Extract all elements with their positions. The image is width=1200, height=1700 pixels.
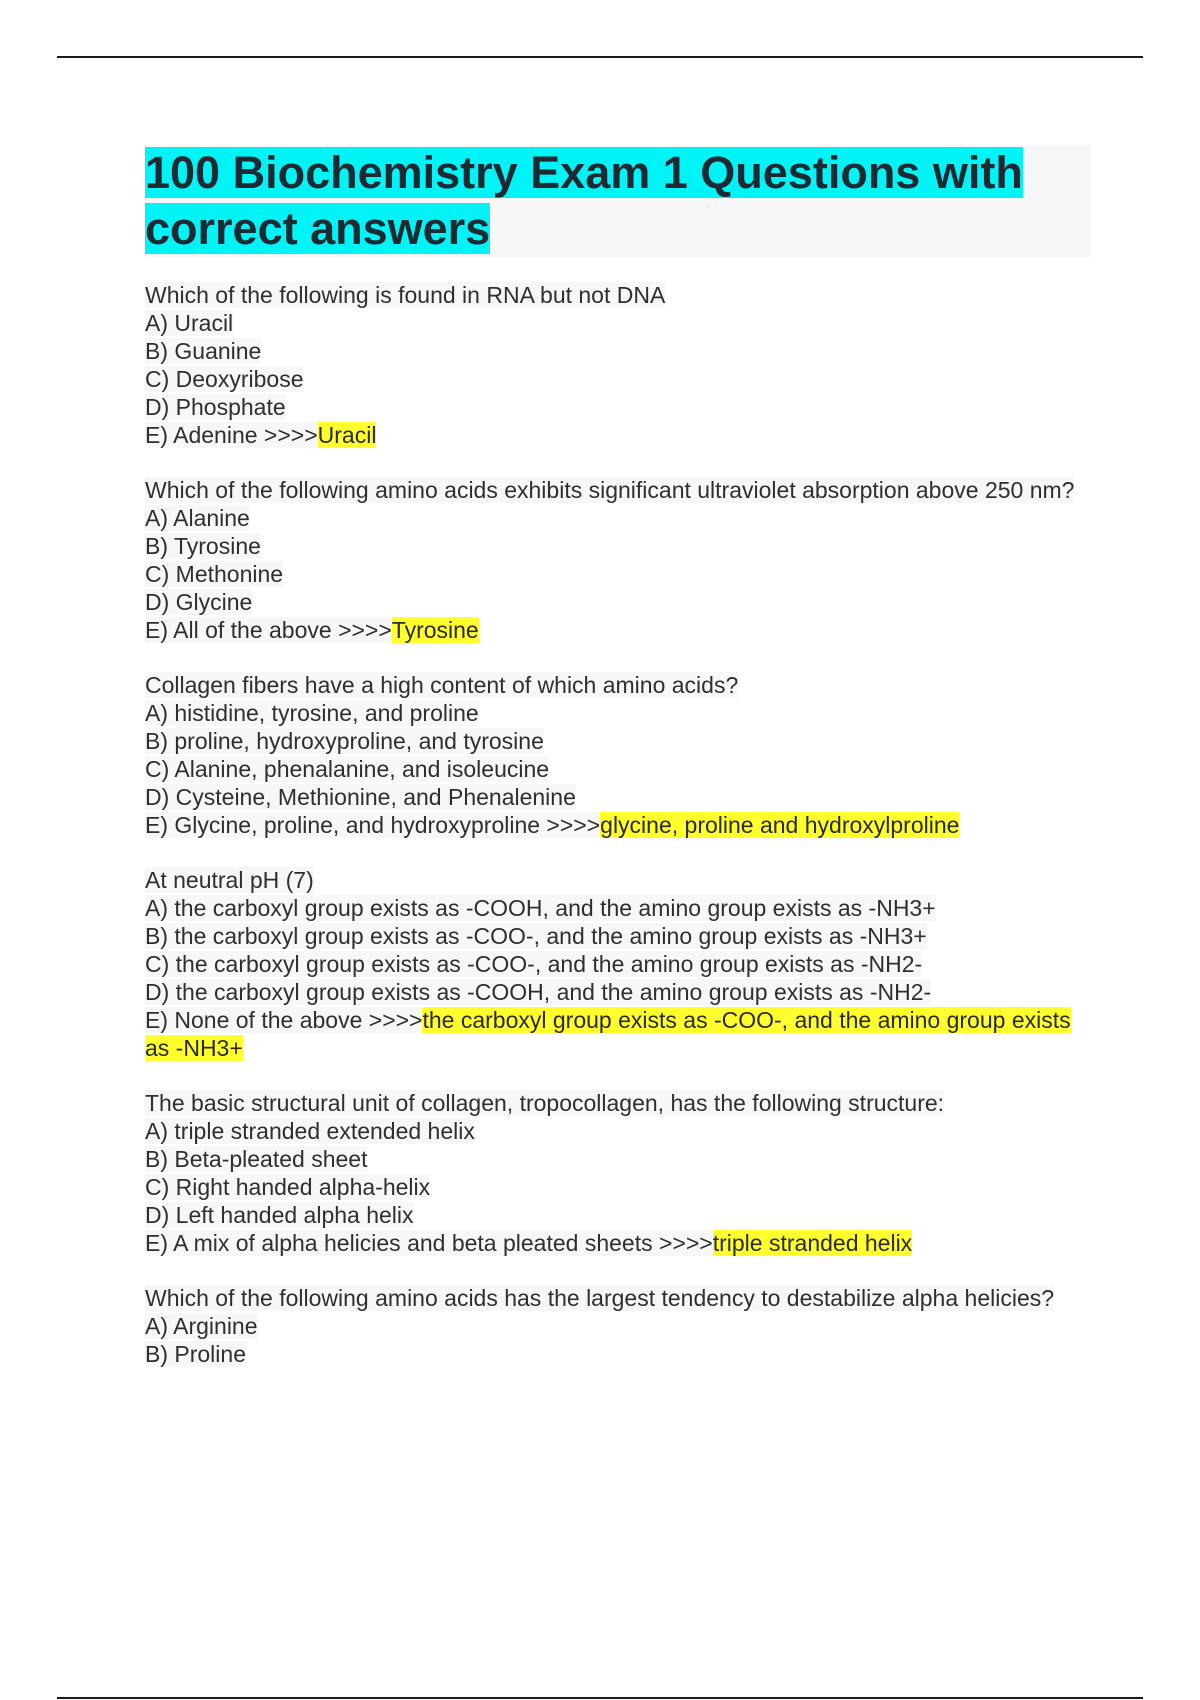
question-prompt-text: The basic structural unit of collagen, tropocollagen, has the following structure: [145, 1090, 945, 1116]
answer-option [145, 1117, 1095, 1145]
answer-option-text: D) Left handed alpha helix [145, 1202, 414, 1228]
answer-option [145, 811, 1095, 839]
answer-option [145, 783, 1095, 811]
answer-option-text: A) Arginine [145, 1313, 258, 1339]
document-title-text: 100 Biochemistry Exam 1 Questions with correct answers [145, 147, 1023, 254]
answer-option-text: E) None of the above >>>> [145, 1007, 423, 1033]
bottom-rule [57, 1697, 1143, 1699]
answer-option [145, 922, 1095, 950]
answer-option-text: E) All of the above >>>> [145, 617, 392, 643]
answer-option [145, 894, 1095, 922]
question-prompt-text: Which of the following amino acids has the largest tendency to destabilize alpha helicies? [145, 1285, 1055, 1311]
answer-option-text: A) Alanine [145, 505, 250, 531]
correct-answer-highlight: glycine, proline and hydroxylproline [600, 812, 960, 838]
answer-option [145, 504, 1095, 532]
question-prompt [145, 1284, 1095, 1312]
answer-option-text: C) Alanine, phenalanine, and isoleucine [145, 756, 550, 782]
correct-answer-highlight: the carboxyl group exists as -COO-, and the amino group exists as -NH3+ [145, 1007, 1071, 1061]
answer-option [145, 699, 1095, 727]
answer-option [145, 1229, 1095, 1257]
title-block [145, 145, 1091, 257]
answer-option [145, 421, 1095, 449]
answer-option-text: E) Glycine, proline, and hydroxyproline >>>> [145, 812, 601, 838]
question-block [145, 671, 1095, 839]
answer-option-text: C) Deoxyribose [145, 366, 304, 392]
question-prompt-text: Which of the following is found in RNA but not DNA [145, 282, 666, 308]
answer-option [145, 532, 1095, 560]
question-prompt [145, 281, 1095, 309]
document-body [145, 145, 1095, 1395]
answer-option [145, 978, 1095, 1006]
answer-option [145, 393, 1095, 421]
answer-option-text: C) the carboxyl group exists as -COO-, and the amino group exists as -NH2- [145, 951, 923, 977]
answer-option-text: A) histidine, tyrosine, and proline [145, 700, 479, 726]
answer-option [145, 560, 1095, 588]
answer-option-text: B) proline, hydroxyproline, and tyrosine [145, 728, 544, 754]
top-rule [57, 56, 1143, 58]
answer-option [145, 1173, 1095, 1201]
answer-option-text: D) Phosphate [145, 394, 286, 420]
answer-option [145, 1006, 1095, 1062]
question-block [145, 476, 1095, 644]
answer-option [145, 588, 1095, 616]
answer-option-text: D) Glycine [145, 589, 253, 615]
answer-option [145, 337, 1095, 365]
answer-option-text: D) the carboxyl group exists as -COOH, and the amino group exists as -NH2- [145, 979, 932, 1005]
answer-option [145, 1201, 1095, 1229]
answer-option-text: B) Guanine [145, 338, 262, 364]
answer-option [145, 727, 1095, 755]
question-block [145, 1284, 1095, 1368]
answer-option-text: D) Cysteine, Methionine, and Phenalenine [145, 784, 576, 810]
question-prompt [145, 476, 1095, 504]
answer-option [145, 755, 1095, 783]
question-prompt-text: At neutral pH (7) [145, 867, 314, 893]
answer-option-text: B) the carboxyl group exists as -COO-, and the amino group exists as -NH3+ [145, 923, 927, 949]
question-block [145, 1089, 1095, 1257]
question-block [145, 281, 1095, 449]
correct-answer-highlight: triple stranded helix [712, 1230, 913, 1256]
answer-option [145, 616, 1095, 644]
question-list [145, 281, 1095, 1368]
answer-option [145, 1312, 1095, 1340]
answer-option-text: B) Proline [145, 1341, 246, 1367]
question-prompt [145, 866, 1095, 894]
question-prompt-text: Collagen fibers have a high content of which amino acids? [145, 672, 739, 698]
answer-option [145, 309, 1095, 337]
answer-option-text: E) A mix of alpha helicies and beta pleated sheets >>>> [145, 1230, 713, 1256]
question-prompt [145, 671, 1095, 699]
answer-option [145, 365, 1095, 393]
question-prompt-text: Which of the following amino acids exhibits significant ultraviolet absorption above 250 nm? [145, 477, 1075, 503]
answer-option-text: A) the carboxyl group exists as -COOH, and the amino group exists as -NH3+ [145, 895, 936, 921]
answer-option [145, 1145, 1095, 1173]
answer-option [145, 950, 1095, 978]
answer-option-text: E) Adenine >>>> [145, 422, 318, 448]
answer-option-text: C) Methonine [145, 561, 284, 587]
answer-option-text: C) Right handed alpha-helix [145, 1174, 431, 1200]
answer-option-text: A) Uracil [145, 310, 234, 336]
answer-option-text: B) Beta-pleated sheet [145, 1146, 368, 1172]
answer-option [145, 1340, 1095, 1368]
document-title [145, 145, 1091, 257]
correct-answer-highlight: Tyrosine [391, 617, 479, 643]
question-prompt [145, 1089, 1095, 1117]
question-block [145, 866, 1095, 1062]
answer-option-text: B) Tyrosine [145, 533, 261, 559]
correct-answer-highlight: Uracil [317, 422, 377, 448]
answer-option-text: A) triple stranded extended helix [145, 1118, 475, 1144]
